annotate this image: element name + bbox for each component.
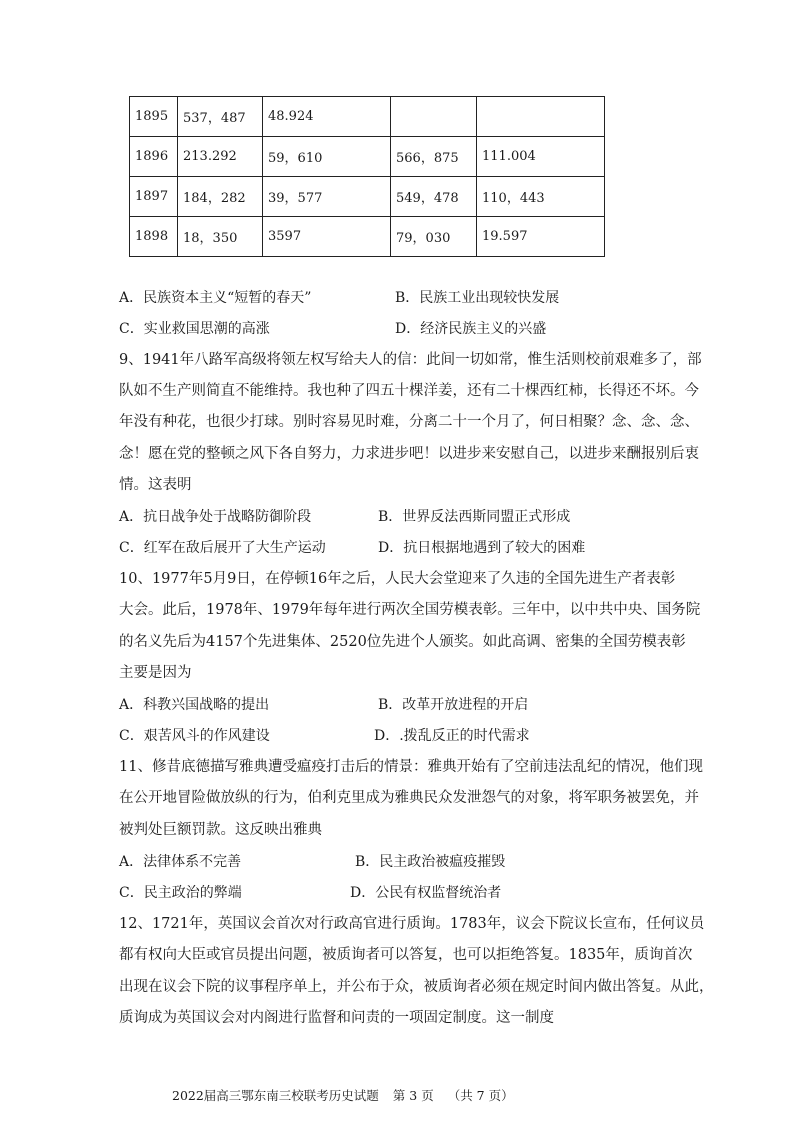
- table-cell: 1895: [130, 97, 178, 137]
- q10-stem-line: 大会。此后，1978年、1979年每年进行两次全国劳模表彰。三年中，以中共中央、国务院: [119, 602, 701, 618]
- table-cell: 566，875: [391, 137, 477, 177]
- q8-option-d: D．经济民族主义的兴盛: [395, 321, 547, 337]
- q11-stem-line: 11、修昔底德描写雅典遭受瘟疫打击后的情景：雅典开始有了空前违法乱纪的情况，他们现: [119, 759, 703, 775]
- table-cell: 537，487: [178, 97, 263, 137]
- table-cell: 18，350: [178, 217, 263, 257]
- table-cell: 111.004: [477, 137, 605, 177]
- q11-option-c: C．民主政治的弊端: [119, 885, 242, 901]
- q11-option-b: B．民主政治被瘟疫摧毁: [355, 854, 506, 870]
- q10-option-c: C．艰苦风斗的作风建设: [119, 728, 270, 744]
- q11-stem-line: 被判处巨额罚款。这反映出雅典: [119, 822, 322, 838]
- q12-stem-line: 12、1721年，英国议会首次对行政高官进行质询。1783年，议会下院议长宣布，任何议员: [119, 916, 705, 932]
- q9-stem-line: 念！愿在党的整顿之风下各自努力，力求进步吧！以进步来安慰自己，以进步来酬报别后衷: [119, 446, 699, 462]
- q9-stem-line: 情。这表明: [119, 477, 192, 493]
- table-cell: 1896: [130, 137, 178, 177]
- table-row: [130, 177, 605, 217]
- table-cell: 3597: [263, 217, 391, 257]
- q8-option-b: B．民族工业出现较快发展: [395, 290, 560, 306]
- q9-option-d: D．抗日根据地遇到了较大的困难: [378, 540, 586, 556]
- table-cell: 48.924: [263, 97, 391, 137]
- table-cell: 213.292: [178, 137, 263, 177]
- table-cell: 549，478: [391, 177, 477, 217]
- q9-option-c: C．红军在敌后展开了大生产运动: [119, 540, 326, 556]
- exam-title: 2022届高三鄂东南三校联考历史试题: [172, 1088, 379, 1103]
- table-cell: 79，030: [391, 217, 477, 257]
- table-cell: 39，577: [263, 177, 391, 217]
- table-row: [130, 137, 605, 177]
- q8-option-c: C．实业救国思潮的高涨: [119, 321, 270, 337]
- q8-option-a: A．民族资本主义“短暂的春天”: [119, 290, 312, 306]
- q11-option-a: A．法律体系不完善: [119, 854, 242, 870]
- q9-stem-line: 9、1941年八路军高级将领左权写给夫人的信：此间一切如常，惟生活则校前艰难多了，部: [119, 352, 702, 368]
- table-cell: 184，282: [178, 177, 263, 217]
- q12-stem-line: 质询成为英国议会对内阁进行监督和问责的一项固定制度。这一制度: [119, 1010, 554, 1026]
- table-row: [130, 97, 605, 137]
- table-cell: 110，443: [477, 177, 605, 217]
- page-footer: [172, 1086, 524, 1104]
- table-cell: 59，610: [263, 137, 391, 177]
- q11-option-d: D．公民有权监督统治者: [350, 885, 502, 901]
- q10-stem-line: 的名义先后为4157个先进集体、2520位先进个人颁奖。如此高调、密集的全国劳模表彰: [119, 634, 686, 650]
- table-cell: 1898: [130, 217, 178, 257]
- q10-option-a: A．科教兴国战略的提出: [119, 697, 270, 713]
- q10-option-b: B．改革开放进程的开启: [378, 697, 529, 713]
- q12-stem-line: 都有权向大臣或官员提出问题，被质询者可以答复，也可以拒绝答复。1835年，质询首次: [119, 947, 693, 963]
- q10-stem-line: 10、1977年5月9日，在停顿16年之后，人民大会堂迎来了久违的全国先进生产者表彰: [119, 571, 676, 587]
- q9-option-b: B．世界反法西斯同盟正式形成: [378, 509, 571, 525]
- q9-stem-line: 队如不生产则简直不能维持。我也种了四五十棵洋姜，还有二十棵西红柿，长得还不坏。今: [119, 383, 699, 399]
- q10-option-d: D．.拨乱反正的时代需求: [374, 728, 530, 744]
- table-cell: [477, 97, 605, 137]
- q10-stem-line: 主要是因为: [119, 665, 192, 681]
- table-cell: 19.597: [477, 217, 605, 257]
- q9-stem-line: 年没有种花，也很少打球。别时容易见时难，分离二十一个月了，何日相聚？念、念、念、: [119, 414, 699, 430]
- q9-option-a: A．抗日战争处于战略防御阶段: [119, 509, 312, 525]
- table-cell: [391, 97, 477, 137]
- data-table: [129, 96, 605, 257]
- table-cell: 1897: [130, 177, 178, 217]
- table-row: [130, 217, 605, 257]
- q11-stem-line: 在公开地冒险做放纵的行为，伯利克里成为雅典民众发泄怨气的对象，将军职务被罢免，并: [119, 790, 699, 806]
- q12-stem-line: 出现在议会下院的议事程序单上，并公布于众，被质询者必须在规定时间内做出答复。从此，: [119, 979, 714, 995]
- page-number: 第 3 页: [392, 1088, 434, 1103]
- page-total: （共 7 页）: [447, 1088, 514, 1103]
